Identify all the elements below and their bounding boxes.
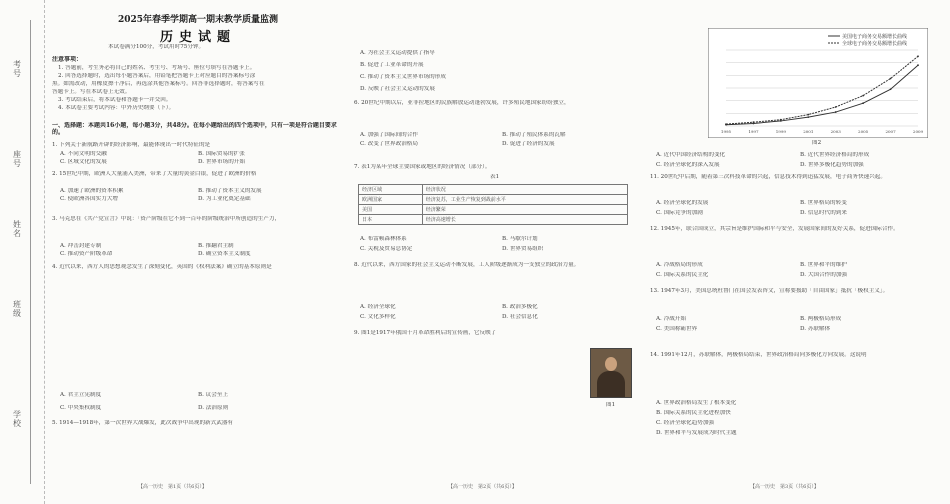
option: A. 冷战格局的形成 — [656, 262, 703, 268]
option: A. 经济全球化的发展 — [656, 200, 709, 206]
option: C. 美国称霸世界 — [656, 326, 698, 332]
data-point — [835, 106, 837, 108]
question-11: 11. 20世纪中后期，随着第三次科技革命的兴起，信息技术得到迅猛发展，电子商务快速兴起。 — [650, 174, 886, 180]
option: A. 近代中国经济结构的变化 — [656, 152, 726, 158]
option: A. 为社会主义运动提供了指导 — [360, 50, 435, 56]
data-point — [807, 116, 809, 118]
x-tick-label: 2005 — [858, 129, 869, 134]
option: C. 区域文化的发展 — [60, 159, 107, 165]
x-tick-label: 2007 — [885, 129, 896, 134]
table-cell: 经济复苏，工业生产恢复到战前水平 — [422, 195, 627, 205]
portrait-face — [605, 357, 617, 371]
x-tick-label: 2009 — [912, 129, 924, 134]
option: D. 反映了社会主义运动的发展 — [360, 86, 435, 92]
binding-label-exam-no: 考号 — [13, 60, 21, 78]
note-line: 3. 考试结束后，将本试卷和答题卡一并交回。 — [58, 97, 172, 103]
note-line: 1. 答题前，考生务必将自己的姓名、考生号、考场号、座位号填写在答题卡上。 — [58, 65, 256, 71]
option: A. 加速了欧洲的资本积累 — [60, 188, 124, 194]
note-line: 黑。如需改动，用橡皮擦干净后，再选涂其他答案标号。回答非选择题时，将答案写在 — [52, 81, 265, 87]
option: A. 经济全球化 — [360, 304, 396, 310]
subject-title: 历史试题 — [159, 30, 236, 45]
data-point — [917, 64, 919, 66]
exam-info: 本试卷满分100分，考试用时75分钟。 — [108, 44, 205, 50]
option: B. 促进了工业革命的开展 — [360, 62, 424, 68]
option: C. 经济全球化趋势加强 — [656, 420, 714, 426]
notes-heading: 注意事项： — [52, 56, 83, 63]
table-cell: 经济繁荣 — [422, 205, 627, 215]
option: B. 政治多极化 — [502, 304, 538, 310]
data-table — [358, 184, 628, 225]
option: D. 世界多极化趋势的加强 — [800, 162, 864, 168]
table-cell: 欧洲国家 — [359, 195, 423, 205]
option: B. 推动了殖民体系的瓦解 — [502, 132, 566, 138]
table-cell: 美国 — [359, 205, 423, 215]
table-header: 经济状况 — [422, 185, 627, 195]
option: A. 加强了国际间的合作 — [360, 132, 418, 138]
data-point — [890, 88, 892, 90]
table-cell: 日本 — [359, 215, 423, 225]
chart-figure-label: 图2 — [812, 140, 822, 146]
x-tick-label: 2001 — [803, 129, 814, 134]
option: D. 法治原则 — [198, 405, 229, 411]
question-13: 13. 1947年3月，美国总统杜鲁门在国会发表咨文，宣称要援助「自由国家」抵抗「极权主义」。 — [650, 288, 889, 294]
option: B. 推动了资本主义的发展 — [198, 188, 262, 194]
data-point — [862, 102, 864, 104]
portrait-body — [597, 371, 625, 397]
page-3 — [650, 0, 946, 504]
table-title: 表1 — [490, 174, 500, 180]
question-9: 9. 图1是1917年俄国十月革命胜利后的宣传画，它反映了 — [354, 330, 497, 336]
data-point — [835, 111, 837, 113]
question-7: 7. 表1为某年全球主要国家或地区的经济情况（部分）。 — [354, 164, 491, 170]
binding-label-school: 学校 — [13, 410, 21, 428]
binding-label-class: 班级 — [13, 300, 21, 318]
figure-label: 图1 — [606, 402, 616, 408]
option: D. 苏联解体 — [800, 326, 831, 332]
data-point — [780, 119, 782, 121]
section-heading: 一、选择题：本题共16小题，每小题3分，共48分。在每小题给出的四个选项中，只有一项是符合题目要求的。 — [52, 122, 337, 136]
option: B. 国际贸易的扩张 — [198, 151, 245, 157]
option: B. 世界格局的转变 — [800, 200, 847, 206]
option: A. 布雷顿森林体系 — [360, 236, 407, 242]
option: D. 大国合作的加强 — [800, 272, 847, 278]
x-tick-label: 1999 — [775, 129, 786, 134]
option: D. 信息时代的到来 — [800, 210, 847, 216]
option: B. 世界和平的维护 — [800, 262, 847, 268]
question-3: 3. 马克思在《共产党宣言》中说：「资产阶级在它不到一百年的阶级统治中所创造的生产力， — [52, 216, 281, 222]
x-tick-label: 1995 — [720, 129, 732, 134]
option: C. 国际竞争的加剧 — [656, 210, 703, 216]
option: D. 确立资本主义制度 — [198, 251, 251, 257]
legend-label: 美国电子商务交易额增长曲线 — [842, 34, 908, 40]
data-point — [807, 114, 809, 116]
option: C. 使欧洲各国实力大增 — [60, 196, 118, 202]
page-2 — [352, 0, 646, 504]
option: B. 近代世界经济格局的形成 — [800, 152, 870, 158]
option: C. 改变了世界政治格局 — [360, 141, 418, 147]
note-line: 2. 回答选择题时，选出每小题答案后，用铅笔把答题卡上对应题目的答案标号涂 — [58, 73, 256, 79]
data-point — [862, 95, 864, 97]
option: B. 推翻君主制 — [198, 243, 234, 249]
page-1 — [48, 0, 348, 504]
option: B. 马歇尔计划 — [502, 236, 538, 242]
line-chart — [708, 28, 928, 138]
data-point — [890, 78, 892, 80]
question-14: 14. 1991年12月，苏联解体，两极格局结束，世界政治格局向多极化方向发展。这说明 — [650, 352, 867, 358]
option: A. 不同文明的交融 — [60, 151, 107, 157]
option: D. 为工业化奠定基础 — [198, 196, 251, 202]
option: B. 议会至上 — [198, 392, 229, 398]
option: C. 中央集权制度 — [60, 405, 102, 411]
option: D. 世界贸易组织 — [502, 246, 544, 252]
question-1: 1. 下列关于新航路开辟的经济影响，最能体现出一时代特征的是 — [52, 142, 211, 148]
question-5: 5. 1914—1918年，第一次世界大战爆发，此次战争中出现的新式武器有 — [52, 420, 234, 426]
legend-label: 全球电子商务交易额增长曲线 — [842, 41, 908, 47]
page-footer: 【高一历史 第3页（共6页）】 — [750, 484, 819, 490]
note-line: 答题卡上。写在本试卷上无效。 — [52, 89, 131, 95]
option: D. 促进了经济的发展 — [502, 141, 555, 147]
exam-title: 2025年春季学期高一期末教学质量监测 — [117, 15, 279, 25]
option: A. 冷战开始 — [656, 316, 686, 322]
question-6: 6. 20世纪中期以后，亚非拉地区的民族解放运动蓬勃发展，许多殖民地国家纷纷独立， — [354, 100, 570, 106]
option: D. 世界和平与发展成为时代主题 — [656, 430, 737, 436]
option: A. 君主立宪制度 — [60, 392, 102, 398]
option: C. 经济全球化的深入发展 — [656, 162, 720, 168]
page-footer: 【高一历史 第1页（共6页）】 — [138, 484, 207, 490]
question-4: 4. 近代以来，西方人的思想观念发生了深刻变化，英国的《权利法案》确立的基本原则是 — [52, 264, 272, 270]
option: C. 推动资产阶级革命 — [60, 251, 113, 257]
x-tick-label: 2003 — [830, 129, 841, 134]
binding-line — [30, 20, 31, 484]
option: D. 世界市场的开始 — [198, 159, 245, 165]
option: C. 国际关系的民主化 — [656, 272, 709, 278]
option: C. 推动了资本主义世界市场的形成 — [360, 74, 446, 80]
option: D. 社会信息化 — [502, 314, 538, 320]
option: A. 世界政治格局发生了根本变化 — [656, 400, 737, 406]
data-point — [917, 55, 919, 57]
option: C. 文化多样化 — [360, 314, 396, 320]
binding-strip — [0, 0, 45, 504]
table-header: 经济区域 — [359, 185, 423, 195]
data-point — [753, 121, 755, 123]
option: B. 国际关系的民主化进程加快 — [656, 410, 731, 416]
portrait-figure — [590, 348, 632, 398]
question-2: 2. 15世纪中期，欧洲人大量涌入美洲，带来了大量的黄金白银，促进了欧洲的价格 — [52, 171, 257, 177]
binding-label-name: 姓名 — [13, 220, 21, 238]
data-point — [725, 123, 727, 125]
x-tick-label: 1997 — [748, 129, 759, 134]
option: B. 两极格局形成 — [800, 316, 842, 322]
table-cell: 经济高速增长 — [422, 215, 627, 225]
question-8: 8. 近代以来，西方国家的社会主义运动不断发展，工人阶级逐渐成为一支独立的政治力量。 — [354, 262, 580, 268]
option: A. 冲击封建专制 — [60, 243, 102, 249]
option: C. 关税及贸易总协定 — [360, 246, 413, 252]
page-footer: 【高一历史 第2页（共6页）】 — [448, 484, 517, 490]
question-12: 12. 1945年，联合国成立，其宗旨是维护国际和平与安全，发展国家间的友好关系，促进国际合作。 — [650, 226, 899, 232]
binding-label-seat: 座号 — [13, 150, 21, 168]
note-line: 4. 本试卷主要考试内容：中外历史纲要（下）。 — [58, 105, 175, 111]
